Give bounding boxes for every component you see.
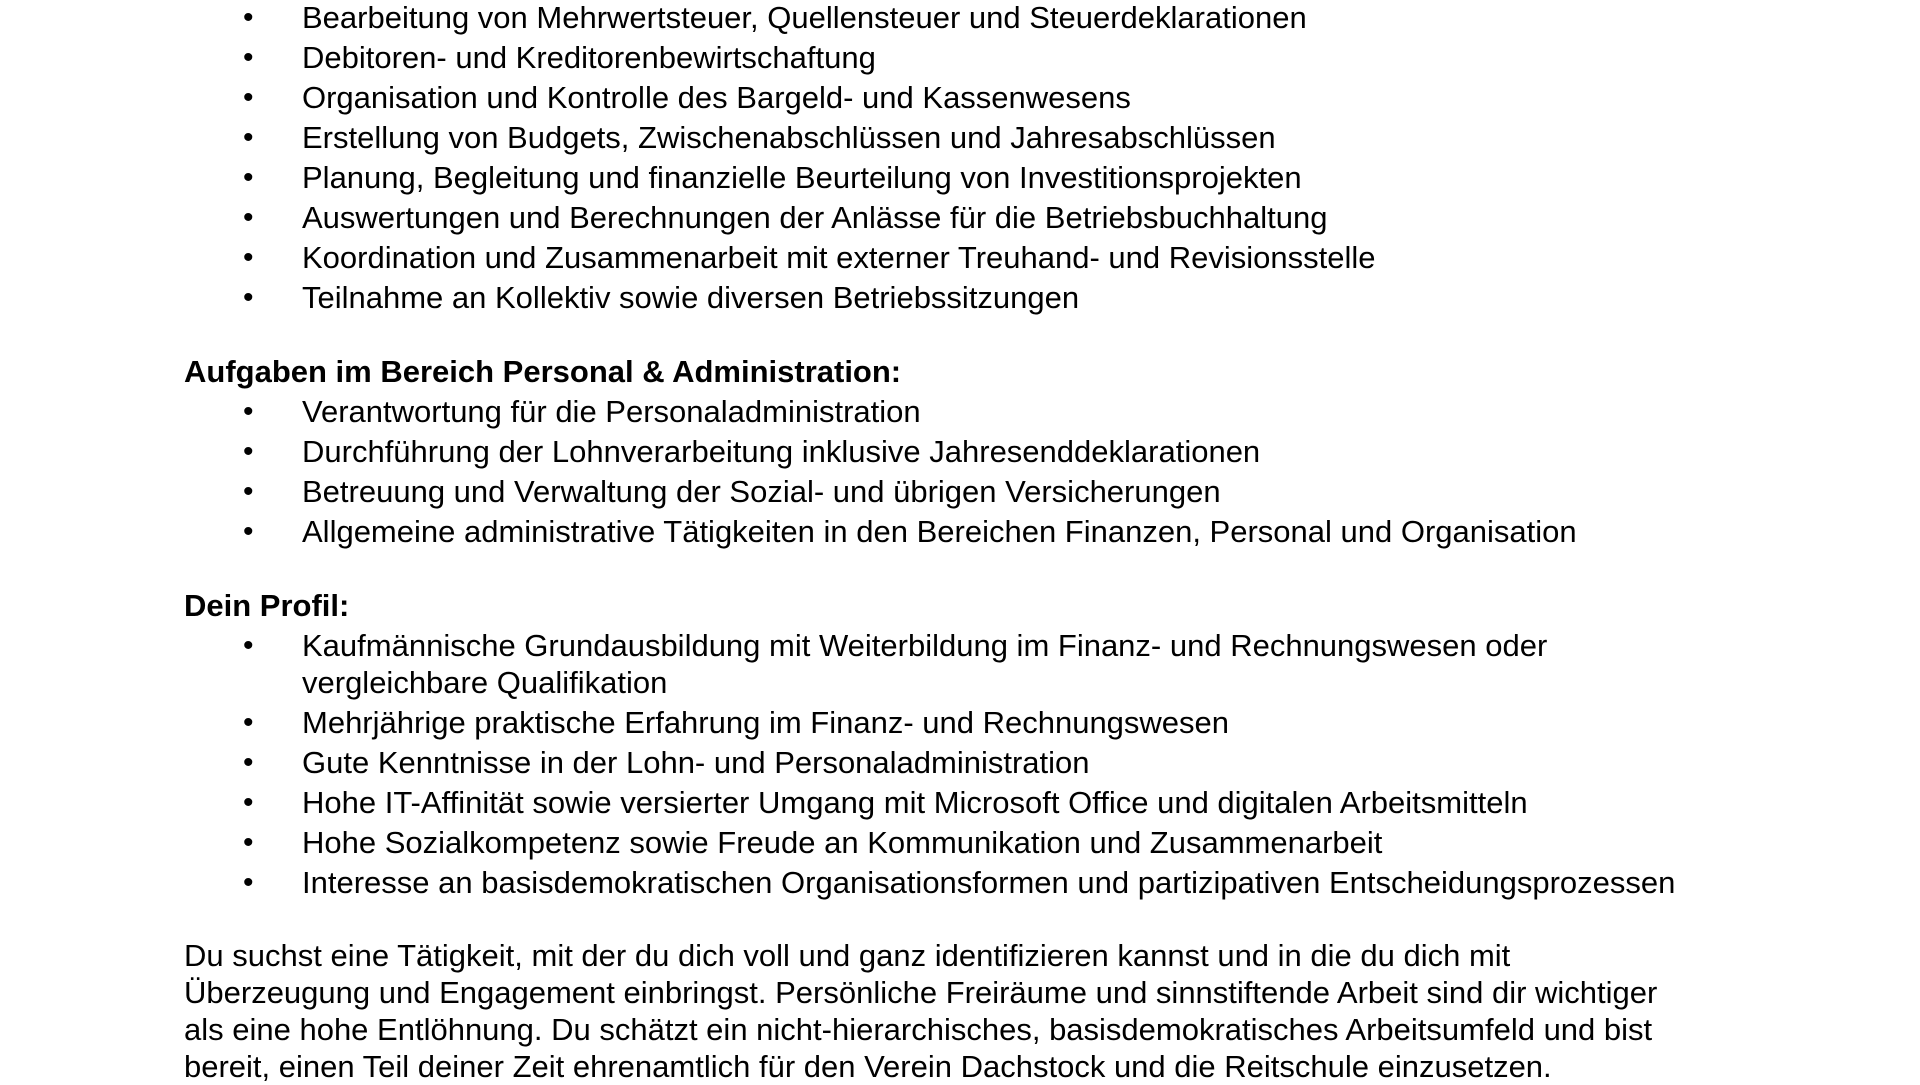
bullet: •: [243, 475, 254, 508]
list-item: Hohe IT-Affinität sowie versierter Umgang mit Microsoft Office und digitalen Arbeitsmitteln: [302, 785, 1528, 820]
bullet: •: [243, 435, 254, 468]
bullet: •: [243, 81, 254, 114]
list-item: Gute Kenntnisse in der Lohn- und Personaladministration: [302, 745, 1090, 780]
list-item-line: vergleichbare Qualifikation: [302, 665, 668, 700]
list-item: Bearbeitung von Mehrwertsteuer, Quellensteuer und Steuerdeklarationen: [302, 0, 1307, 35]
bullet: •: [243, 866, 254, 899]
list-item: Planung, Begleitung und finanzielle Beurteilung von Investitionsprojekten: [302, 160, 1302, 195]
list-item: Verantwortung für die Personaladministration: [302, 394, 921, 429]
list-item: Durchführung der Lohnverarbeitung inklusive Jahresenddeklarationen: [302, 434, 1261, 469]
list-item: Auswertungen und Berechnungen der Anlässe für die Betriebsbuchhaltung: [302, 200, 1328, 235]
paragraph-line: Überzeugung und Engagement einbringst. Persönliche Freiräume und sinnstiftende Arbeit sind dir wichtiger: [184, 975, 1658, 1010]
list-item: Koordination und Zusammenarbeit mit externer Treuhand- und Revisionsstelle: [302, 240, 1376, 275]
bullet: •: [243, 826, 254, 859]
bullet: •: [243, 746, 254, 779]
paragraph-line: Du suchst eine Tätigkeit, mit der du dich voll und ganz identifizieren kannst und in die du dich mit: [184, 938, 1511, 973]
list-item-line: Kaufmännische Grundausbildung mit Weiterbildung im Finanz- und Rechnungswesen oder: [302, 628, 1548, 663]
bullet: •: [243, 281, 254, 314]
bullet: •: [243, 395, 254, 428]
list-item: Allgemeine administrative Tätigkeiten in den Bereichen Finanzen, Personal und Organisation: [302, 514, 1577, 549]
bullet: •: [243, 706, 254, 739]
bullet: •: [243, 515, 254, 548]
bullet: •: [243, 161, 254, 194]
list-item: Teilnahme an Kollektiv sowie diversen Betriebssitzungen: [302, 280, 1080, 315]
bullet: •: [243, 1, 254, 34]
bullet: •: [243, 201, 254, 234]
list-item: Hohe Sozialkompetenz sowie Freude an Kommunikation und Zusammenarbeit: [302, 825, 1383, 860]
bullet: •: [243, 41, 254, 74]
list-item: Erstellung von Budgets, Zwischenabschlüssen und Jahresabschlüssen: [302, 120, 1276, 155]
bullet: •: [243, 629, 254, 662]
bullet: •: [243, 786, 254, 819]
bullet: •: [243, 241, 254, 274]
list-item: Debitoren- und Kreditorenbewirtschaftung: [302, 40, 876, 75]
list-item: Mehrjährige praktische Erfahrung im Finanz- und Rechnungswesen: [302, 705, 1230, 740]
section-heading: Aufgaben im Bereich Personal & Administration:: [184, 354, 902, 389]
list-item: Organisation und Kontrolle des Bargeld- und Kassenwesens: [302, 80, 1131, 115]
list-item: Interesse an basisdemokratischen Organisationsformen und partizipativen Entscheidungsprozessen: [302, 865, 1676, 900]
paragraph-line: bereit, einen Teil deiner Zeit ehrenamtlich für den Verein Dachstock und die Reitschule einzusetzen.: [184, 1049, 1552, 1084]
bullet: •: [243, 121, 254, 154]
paragraph-line: als eine hohe Entlöhnung. Du schätzt ein nicht-hierarchisches, basisdemokratisches Arbeitsumfeld und bist: [184, 1012, 1653, 1047]
list-item: Betreuung und Verwaltung der Sozial- und übrigen Versicherungen: [302, 474, 1221, 509]
section-heading: Dein Profil:: [184, 588, 350, 623]
